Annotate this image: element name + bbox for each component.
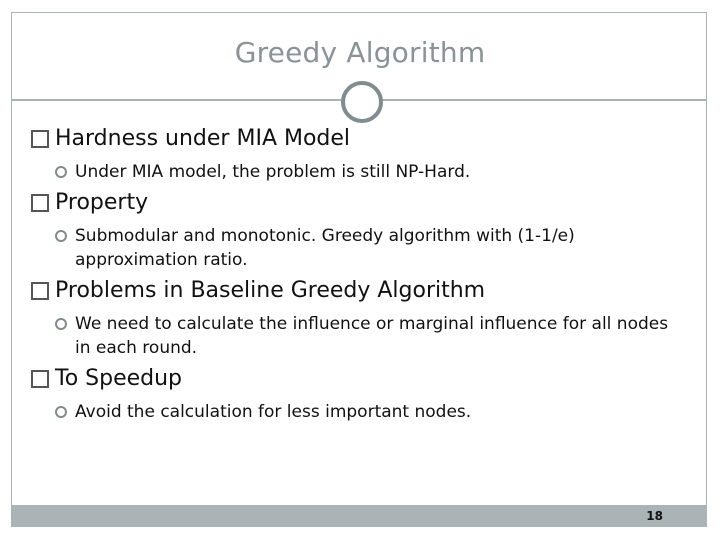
- bullet-item-text: We need to calculate the influence or marginal influence for all nodes in each round.: [75, 314, 669, 358]
- section-heading: [31, 188, 671, 218]
- bullet-item: [55, 400, 671, 424]
- section-problems: [31, 276, 671, 360]
- section-heading-text: To Speedup: [55, 366, 183, 391]
- circle-ornament-icon: [341, 81, 383, 123]
- section-heading: [31, 364, 671, 394]
- footer-bar: [11, 505, 707, 527]
- circle-bullet-icon: [55, 318, 67, 330]
- square-bullet-icon: [31, 370, 49, 388]
- slide-title: Greedy Algorithm: [234, 36, 486, 69]
- title-divider-right: [381, 99, 707, 101]
- bullet-item: [55, 160, 671, 184]
- section-heading-text: Property: [55, 190, 149, 215]
- section-heading: [31, 276, 671, 306]
- circle-bullet-icon: [55, 166, 67, 178]
- section-property: [31, 188, 671, 272]
- circle-bullet-icon: [55, 230, 67, 242]
- section-heading-text: Hardness under MIA Model: [55, 126, 351, 151]
- section-hardness: [31, 124, 671, 184]
- section-heading: [31, 124, 671, 154]
- circle-bullet-icon: [55, 406, 67, 418]
- square-bullet-icon: [31, 130, 49, 148]
- section-heading-text: Problems in Baseline Greedy Algorithm: [55, 278, 486, 303]
- square-bullet-icon: [31, 282, 49, 300]
- bullet-item-text: Under MIA model, the problem is still NP-Hard.: [75, 162, 471, 182]
- slide-content: [31, 124, 671, 428]
- bullet-item-text: Submodular and monotonic. Greedy algorithm with (1-1/e) approximation ratio.: [75, 226, 575, 270]
- bullet-item: [55, 224, 671, 272]
- square-bullet-icon: [31, 194, 49, 212]
- section-speedup: [31, 364, 671, 424]
- title-divider-left: [11, 99, 341, 101]
- bullet-item-text: Avoid the calculation for less important nodes.: [75, 402, 472, 422]
- page-number: 18: [646, 509, 663, 523]
- bullet-item: [55, 312, 671, 360]
